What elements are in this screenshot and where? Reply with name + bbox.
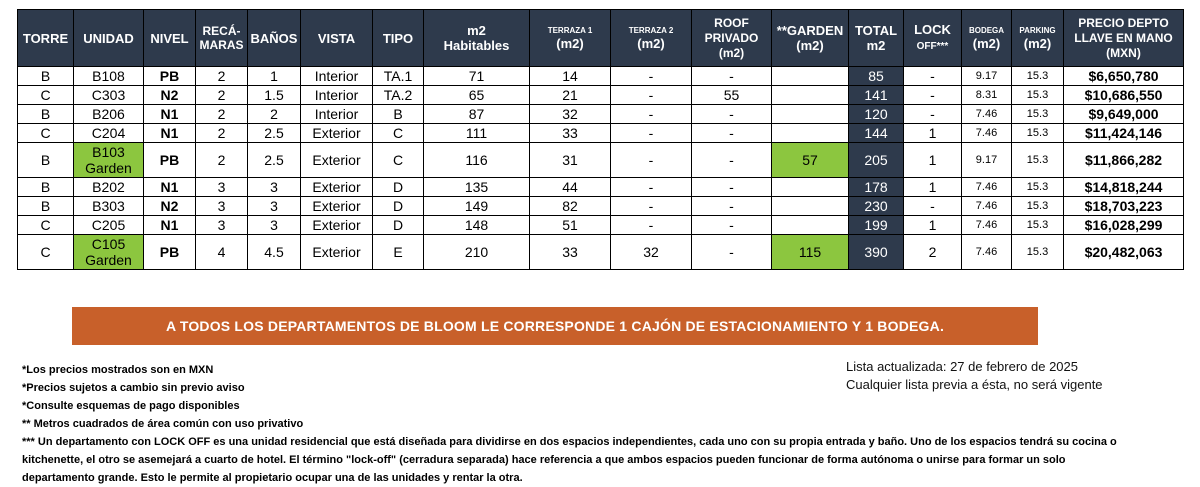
cell-roof: -: [692, 216, 772, 235]
cell-precio: $11,424,146: [1064, 124, 1184, 143]
cell-terraza2: -: [611, 216, 692, 235]
cell-precio: $14,818,244: [1064, 178, 1184, 197]
cell-bodega: 7.46: [962, 124, 1012, 143]
cell-torre: B: [18, 67, 74, 86]
col-header-nivel: NIVEL: [144, 10, 196, 67]
cell-tipo: C: [373, 143, 424, 178]
cell-precio: $20,482,063: [1064, 235, 1184, 270]
cell-recamaras: 4: [196, 235, 248, 270]
table-row: [18, 178, 1184, 197]
cell-vista: Exterior: [301, 197, 373, 216]
unidad-garden-label: Garden: [85, 252, 132, 268]
cell-vista: Interior: [301, 67, 373, 86]
cell-garden: 57: [772, 143, 849, 178]
header-recamaras-line2: MARAS: [199, 38, 244, 52]
footnote-lockoff-line3: departamento grande. Esto le permite al propietario ocupar una de las unidades y rentar la otra.: [22, 472, 523, 484]
cell-precio: $10,686,550: [1064, 86, 1184, 105]
header-parking-line1: PARKING: [1019, 25, 1056, 35]
cell-m2: 210: [424, 235, 530, 270]
table-row: [18, 235, 1184, 270]
cell-roof: -: [692, 67, 772, 86]
cell-bodega: 7.46: [962, 235, 1012, 270]
cell-recamaras: 3: [196, 197, 248, 216]
unidad-garden-label: Garden: [85, 160, 132, 176]
footnote-currency: *Los precios mostrados son en MXN: [22, 364, 214, 376]
cell-vista: Exterior: [301, 235, 373, 270]
header-total-line1: TOTAL: [854, 23, 898, 38]
col-header-bodega: [962, 10, 1012, 67]
col-header-m2-habitables: [424, 10, 530, 67]
cell-banos: 2.5: [248, 143, 301, 178]
cell-torre: C: [18, 216, 74, 235]
header-parking-line2: (m2): [1023, 35, 1052, 51]
col-header-precio: [1064, 10, 1184, 67]
cell-tipo: D: [373, 216, 424, 235]
unidad-code: B303: [92, 198, 125, 214]
header-terraza1-line2: (m2): [556, 35, 584, 51]
table-row: [18, 197, 1184, 216]
unidad-code: B206: [92, 106, 125, 122]
cell-terraza1: 33: [530, 124, 611, 143]
cell-terraza2: -: [611, 197, 692, 216]
cell-parking: 15.3: [1012, 197, 1064, 216]
cell-terraza2: -: [611, 143, 692, 178]
header-precio-line2: LLAVE EN MANO: [1074, 30, 1173, 45]
footnote-lockoff-line2: kitchenette, el otro se asemejará a cuarto de hotel. El término "lock-off" (cerradura separada) hace referencia a que ambos espacios pueden funcionar de forma autónoma o unirse para formar un solo: [22, 454, 1066, 466]
footnote-garden-area: ** Metros cuadrados de área común con uso privativo: [22, 418, 304, 430]
cell-parking: 15.3: [1012, 86, 1064, 105]
cell-m2: 87: [424, 105, 530, 124]
col-header-roof: [692, 10, 772, 67]
cell-tipo: B: [373, 105, 424, 124]
table-row: [18, 67, 1184, 86]
cell-torre: B: [18, 178, 74, 197]
cell-terraza2: -: [611, 86, 692, 105]
header-total-line2: m2: [866, 38, 886, 53]
header-garden-line1: **GARDEN: [776, 23, 844, 38]
cell-garden: 115: [772, 235, 849, 270]
header-roof-line1: ROOF: [714, 15, 749, 30]
cell-unidad: [74, 143, 144, 178]
col-header-unidad: UNIDAD: [74, 10, 144, 67]
cell-parking: 15.3: [1012, 178, 1064, 197]
table-row: [18, 105, 1184, 124]
cell-nivel: N1: [144, 178, 196, 197]
cell-terraza2: -: [611, 105, 692, 124]
cell-nivel: N2: [144, 86, 196, 105]
table-row: [18, 143, 1184, 178]
cell-terraza2: -: [611, 178, 692, 197]
cell-parking: 15.3: [1012, 235, 1064, 270]
col-header-vista: VISTA: [301, 10, 373, 67]
cell-total: 178: [849, 178, 904, 197]
cell-bodega: 9.17: [962, 67, 1012, 86]
cell-lockoff: 1: [904, 178, 962, 197]
cell-vista: Interior: [301, 86, 373, 105]
header-garden-line2: (m2): [796, 38, 824, 53]
cell-total: 85: [849, 67, 904, 86]
col-header-terraza1: [530, 10, 611, 67]
unidad-code: C105: [91, 236, 126, 252]
cell-total: 141: [849, 86, 904, 105]
col-header-torre: TORRE: [18, 10, 74, 67]
cell-total: 120: [849, 105, 904, 124]
cell-roof: -: [692, 143, 772, 178]
cell-recamaras: 2: [196, 124, 248, 143]
table-row: [18, 216, 1184, 235]
cell-precio: $9,649,000: [1064, 105, 1184, 124]
cell-bodega: 7.46: [962, 178, 1012, 197]
cell-recamaras: 2: [196, 143, 248, 178]
cell-tipo: E: [373, 235, 424, 270]
cell-roof: 55: [692, 86, 772, 105]
cell-tipo: D: [373, 178, 424, 197]
cell-vista: Interior: [301, 105, 373, 124]
cell-banos: 3: [248, 216, 301, 235]
cell-nivel: PB: [144, 143, 196, 178]
cell-bodega: 9.17: [962, 143, 1012, 178]
parking-storage-banner: A TODOS LOS DEPARTAMENTOS DE BLOOM LE CORRESPONDE 1 CAJÓN DE ESTACIONAMIENTO Y 1 BODEGA.: [72, 307, 1038, 345]
header-roof-line2: PRIVADO: [704, 30, 759, 45]
cell-unidad: [74, 67, 144, 86]
cell-terraza1: 21: [530, 86, 611, 105]
cell-torre: C: [18, 86, 74, 105]
cell-torre: B: [18, 105, 74, 124]
cell-lockoff: -: [904, 86, 962, 105]
unidad-code: B202: [92, 179, 125, 195]
update-validity: Cualquier lista previa a ésta, no será vigente: [846, 377, 1103, 392]
cell-bodega: 7.46: [962, 216, 1012, 235]
cell-banos: 4.5: [248, 235, 301, 270]
cell-parking: 15.3: [1012, 105, 1064, 124]
cell-total: 230: [849, 197, 904, 216]
header-bodega-line1: BODEGA: [968, 25, 1005, 35]
cell-roof: -: [692, 197, 772, 216]
cell-terraza2: -: [611, 67, 692, 86]
cell-terraza1: 82: [530, 197, 611, 216]
table-body: [18, 67, 1184, 270]
cell-tipo: D: [373, 197, 424, 216]
price-table: [17, 9, 1184, 270]
header-lock-line1: LOCK: [914, 22, 951, 37]
cell-total: 199: [849, 216, 904, 235]
header-precio-line1: PRECIO DEPTO: [1078, 15, 1169, 30]
cell-m2: 135: [424, 178, 530, 197]
cell-garden: [772, 67, 849, 86]
cell-torre: B: [18, 143, 74, 178]
cell-unidad: [74, 124, 144, 143]
header-terraza2-line2: (m2): [637, 35, 665, 51]
col-header-tipo: TIPO: [373, 10, 424, 67]
cell-lockoff: 2: [904, 235, 962, 270]
cell-terraza1: 33: [530, 235, 611, 270]
cell-m2: 71: [424, 67, 530, 86]
list-update-note: [846, 358, 1103, 394]
cell-parking: 15.3: [1012, 124, 1064, 143]
cell-bodega: 7.46: [962, 197, 1012, 216]
cell-unidad: [74, 178, 144, 197]
cell-banos: 1.5: [248, 86, 301, 105]
table-row: [18, 86, 1184, 105]
cell-bodega: 7.46: [962, 105, 1012, 124]
header-roof-line3: (m2): [718, 45, 745, 60]
cell-roof: -: [692, 235, 772, 270]
update-date: Lista actualizada: 27 de febrero de 2025: [846, 359, 1079, 374]
cell-garden: [772, 105, 849, 124]
cell-total: 144: [849, 124, 904, 143]
cell-lockoff: -: [904, 67, 962, 86]
cell-lockoff: 1: [904, 216, 962, 235]
col-header-lockoff: [904, 10, 962, 67]
cell-tipo: C: [373, 124, 424, 143]
cell-recamaras: 2: [196, 86, 248, 105]
cell-roof: -: [692, 105, 772, 124]
cell-banos: 2.5: [248, 124, 301, 143]
cell-m2: 111: [424, 124, 530, 143]
cell-precio: $16,028,299: [1064, 216, 1184, 235]
cell-nivel: N1: [144, 105, 196, 124]
header-terraza2-line1: TERRAZA 2: [628, 25, 674, 35]
cell-parking: 15.3: [1012, 216, 1064, 235]
col-header-banos: BAÑOS: [248, 10, 301, 67]
cell-recamaras: 2: [196, 105, 248, 124]
cell-torre: B: [18, 197, 74, 216]
cell-terraza1: 32: [530, 105, 611, 124]
cell-roof: -: [692, 178, 772, 197]
footnote-payment-plans: *Consulte esquemas de pago disponibles: [22, 400, 240, 412]
cell-precio: $18,703,223: [1064, 197, 1184, 216]
cell-garden: [772, 178, 849, 197]
cell-terraza1: 51: [530, 216, 611, 235]
table-row: [18, 124, 1184, 143]
cell-parking: 15.3: [1012, 143, 1064, 178]
cell-torre: C: [18, 124, 74, 143]
cell-banos: 3: [248, 197, 301, 216]
cell-precio: $6,650,780: [1064, 67, 1184, 86]
cell-unidad: [74, 197, 144, 216]
cell-unidad: [74, 235, 144, 270]
header-bodega-line2: (m2): [972, 35, 1001, 51]
cell-precio: $11,866,282: [1064, 143, 1184, 178]
cell-unidad: [74, 216, 144, 235]
cell-lockoff: 1: [904, 143, 962, 178]
cell-lockoff: -: [904, 197, 962, 216]
cell-vista: Exterior: [301, 124, 373, 143]
header-terraza1-line1: TERRAZA 1: [547, 25, 593, 35]
col-header-parking: [1012, 10, 1064, 67]
cell-terraza1: 14: [530, 67, 611, 86]
cell-m2: 149: [424, 197, 530, 216]
cell-terraza2: 32: [611, 235, 692, 270]
cell-garden: [772, 124, 849, 143]
cell-banos: 2: [248, 105, 301, 124]
cell-vista: Exterior: [301, 216, 373, 235]
header-m2-line2: Habitables: [443, 38, 510, 53]
cell-m2: 65: [424, 86, 530, 105]
header-m2-line1: m2: [467, 23, 486, 38]
unidad-code: C303: [91, 87, 126, 103]
footnote-price-change: *Precios sujetos a cambio sin previo aviso: [22, 382, 245, 394]
unidad-code: B103: [92, 144, 125, 160]
col-header-garden: [772, 10, 849, 67]
cell-bodega: 8.31: [962, 86, 1012, 105]
cell-recamaras: 3: [196, 216, 248, 235]
cell-vista: Exterior: [301, 143, 373, 178]
cell-terraza2: -: [611, 124, 692, 143]
cell-vista: Exterior: [301, 178, 373, 197]
cell-tipo: TA.2: [373, 86, 424, 105]
cell-garden: [772, 216, 849, 235]
cell-total: 390: [849, 235, 904, 270]
header-precio-line3: (MXN): [1106, 45, 1141, 60]
col-header-terraza2: [611, 10, 692, 67]
cell-banos: 3: [248, 178, 301, 197]
cell-m2: 116: [424, 143, 530, 178]
unidad-code: B108: [92, 68, 125, 84]
cell-nivel: PB: [144, 235, 196, 270]
cell-lockoff: 1: [904, 124, 962, 143]
cell-total: 205: [849, 143, 904, 178]
cell-tipo: TA.1: [373, 67, 424, 86]
cell-lockoff: -: [904, 105, 962, 124]
cell-recamaras: 3: [196, 178, 248, 197]
col-header-total: [849, 10, 904, 67]
col-header-recamaras: [196, 10, 248, 67]
unidad-code: C204: [91, 125, 126, 141]
cell-terraza1: 44: [530, 178, 611, 197]
cell-nivel: N1: [144, 124, 196, 143]
cell-unidad: [74, 86, 144, 105]
header-recamaras-line1: RECÁ-: [202, 24, 241, 38]
cell-parking: 15.3: [1012, 67, 1064, 86]
cell-nivel: N2: [144, 197, 196, 216]
cell-nivel: PB: [144, 67, 196, 86]
cell-garden: [772, 86, 849, 105]
cell-terraza1: 31: [530, 143, 611, 178]
header-row: [18, 10, 1184, 67]
cell-banos: 1: [248, 67, 301, 86]
cell-garden: [772, 197, 849, 216]
unidad-code: C205: [91, 217, 126, 233]
cell-m2: 148: [424, 216, 530, 235]
cell-nivel: N1: [144, 216, 196, 235]
cell-unidad: [74, 105, 144, 124]
cell-roof: -: [692, 124, 772, 143]
header-lock-line2: OFF***: [916, 41, 949, 52]
cell-torre: C: [18, 235, 74, 270]
footnote-lockoff-line1: *** Un departamento con LOCK OFF es una unidad residencial que está diseñada para dividirse en dos espacios independientes, cada uno con su propia entrada y baño. Uno de los espacios tendrá su cocina o: [22, 436, 1117, 448]
cell-recamaras: 2: [196, 67, 248, 86]
